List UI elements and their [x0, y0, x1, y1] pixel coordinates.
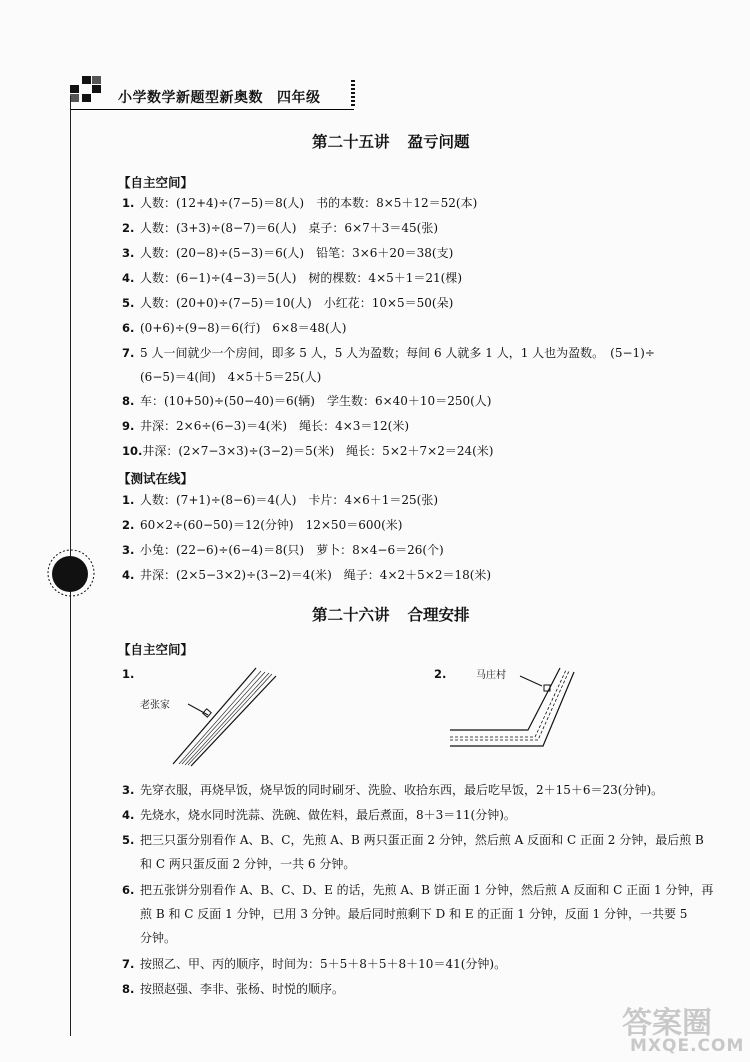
answer-text: 井深：2×6÷(6−3)＝4(米) 绳长：4×3＝12(米): [140, 419, 410, 433]
watermark-bottom: MXQE.COM: [630, 1036, 745, 1056]
lecture-number: 第二十六讲: [312, 606, 390, 624]
answer-line: [122, 393, 491, 409]
item-number: 5.: [122, 833, 135, 847]
answer-text: 把三只蛋分别看作 A、B、C，先煎 A、B 两只蛋正面 2 分钟，然后煎 A 反面和 C 正面 2 分钟，最后煎 B: [140, 833, 704, 847]
answer-text: 把五张饼分别看作 A、B、C、D、E 的话，先煎 A、B 饼正面 1 分钟，然后煎 A 反面和 C 正面 1 分钟，再: [140, 883, 714, 897]
answer-text: 人数：(12+4)÷(7−5)＝8(人) 书的本数：8×5＋12＝52(本): [140, 196, 478, 210]
grade-label: 四年级: [277, 90, 321, 106]
answer-text: (6−5)＝4(间) 4×5＋5＝25(人): [140, 370, 322, 384]
answer-line: [122, 345, 655, 361]
answer-line: [122, 981, 344, 997]
answer-text: 先烧水，烧水同时洗蒜、洗碗、做佐料，最后煮面，8＋3＝11(分钟)。: [140, 808, 516, 822]
answer-text: 小兔：(22−6)÷(6−4)＝8(只) 萝卜：8×4−6＝26(个): [140, 543, 444, 557]
item-number: 10.: [122, 444, 143, 458]
item-number: 1.: [122, 493, 135, 507]
answer-text: 按照赵强、李非、张杨、时悦的顺序。: [140, 982, 345, 996]
answer-text: 5 人一间就少一个房间，即多 5 人，5 人为盈数；每间 6 人就多 1 人，1 人也为盈数。 (5−1)÷: [140, 346, 655, 360]
answer-line: [122, 807, 516, 823]
item-number: 2.: [434, 667, 447, 681]
lecture-26-heading: [312, 603, 470, 625]
answer-text: 按照乙、甲、丙的顺序，时间为：5＋5＋8＋5＋8＋10＝41(分钟)。: [140, 957, 507, 971]
answer-text: 人数：(3+3)÷(8−7)＝6(人) 桌子：6×7＋3＝45(张): [140, 221, 439, 235]
item-number: 7.: [122, 957, 135, 971]
answer-line: [122, 567, 491, 583]
answer-text: 分钟。: [140, 931, 177, 945]
village-label: 老张家: [140, 700, 170, 711]
lecture-title: 盈亏问题: [407, 133, 470, 151]
answer-line: [122, 270, 462, 286]
answer-line: [122, 832, 704, 848]
road-diagram-2: [440, 660, 590, 765]
item-number: 2.: [122, 518, 135, 532]
lecture-number: 第二十五讲: [312, 133, 390, 151]
answer-text: 井深：(2×7−3×3)÷(3−2)＝5(米) 绳长：5×2＋7×2＝24(米): [142, 444, 494, 458]
answer-line: [122, 956, 506, 972]
answer-line: [122, 882, 713, 898]
river-diagram-1: [128, 660, 288, 770]
answer-line: [122, 782, 663, 798]
answer-text: 人数：(20+0)÷(7−5)＝10(人) 小红花：10×5＝50(朵): [140, 296, 454, 310]
section-heading: 【自主空间】: [118, 642, 194, 657]
answer-line: [122, 930, 176, 946]
answer-line: [122, 517, 402, 533]
item-number: 2.: [122, 221, 135, 235]
item-number: 6.: [122, 321, 135, 335]
answer-text: 人数：(7+1)÷(8−6)＝4(人) 卡片：4×6＋1＝25(张): [140, 493, 439, 507]
header-rule: [70, 109, 354, 110]
answer-line: [122, 856, 355, 872]
item-number: 4.: [122, 808, 135, 822]
item-number: 1.: [122, 667, 135, 681]
header-ruler-mark: [351, 80, 355, 108]
book-title: 小学数学新题型新奥数: [118, 90, 263, 106]
lecture-25-heading: [312, 130, 470, 152]
item-number: 1.: [122, 196, 135, 210]
item-number: 3.: [122, 246, 135, 260]
item-number: 8.: [122, 982, 135, 996]
item-number: 5.: [122, 296, 135, 310]
item-number: 4.: [122, 568, 135, 582]
answer-text: 先穿衣服，再烧早饭，烧早饭的同时刷牙、洗脸、收拾东西，最后吃早饭，2＋15＋6＝23(分钟)。: [140, 783, 664, 797]
item-number: 6.: [122, 883, 135, 897]
lecture-title: 合理安排: [407, 606, 470, 624]
answer-line: [122, 418, 409, 434]
header-logo-squares: [70, 76, 104, 106]
answer-line: [122, 369, 321, 385]
item-number: 4.: [122, 271, 135, 285]
village-label: 马庄村: [476, 670, 506, 681]
answer-line: [122, 542, 444, 558]
item-number: 7.: [122, 346, 135, 360]
item-number: 8.: [122, 394, 135, 408]
answer-text: 车：(10+50)÷(50−40)＝6(辆) 学生数：6×40＋10＝250(人): [140, 394, 492, 408]
answer-line: [122, 245, 453, 261]
answer-text: 人数：(6−1)÷(4−3)＝5(人) 树的棵数：4×5＋1＝21(棵): [140, 271, 463, 285]
item-number: 3.: [122, 783, 135, 797]
answer-text: 60×2÷(60−50)＝12(分钟) 12×50＝600(米): [140, 518, 403, 532]
watermark-top: 答案圈: [622, 1006, 712, 1041]
answer-text: 煎 B 和 C 反面 1 分钟，已用 3 分钟。最后同时煎剩下 D 和 E 的正面 1 分钟，反面 1 分钟，一共要 5: [140, 907, 688, 921]
section-heading: 【测试在线】: [118, 471, 194, 486]
answer-line: [122, 295, 453, 311]
answer-text: 和 C 两只蛋反面 2 分钟，一共 6 分钟。: [140, 857, 356, 871]
answer-line: [122, 320, 346, 336]
answer-line: [122, 195, 477, 211]
answer-text: 井深：(2×5−3×2)÷(3−2)＝4(米) 绳子：4×2＋5×2＝18(米): [140, 568, 492, 582]
answer-line: [122, 492, 438, 508]
running-header: [118, 87, 321, 107]
section-heading: 【自主空间】: [118, 175, 194, 190]
answer-line: [122, 906, 687, 922]
answer-line: [122, 443, 493, 459]
answer-line: [122, 220, 438, 236]
answer-text: (0+6)÷(9−8)＝6(行) 6×8＝48(人): [140, 321, 347, 335]
answer-text: 人数：(20−8)÷(5−3)＝6(人) 铅笔：3×6＋20＝38(支): [140, 246, 454, 260]
margin-disc-icon: [46, 548, 96, 598]
item-number: 3.: [122, 543, 135, 557]
item-number: 9.: [122, 419, 135, 433]
